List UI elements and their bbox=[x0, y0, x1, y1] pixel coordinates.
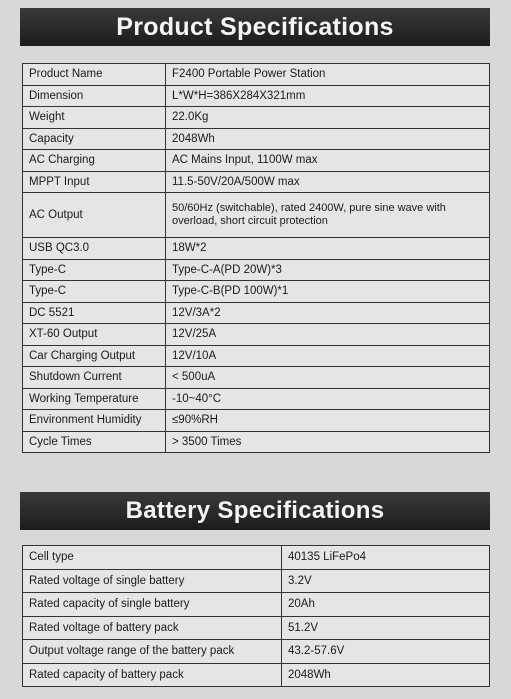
spec-value: 22.0Kg bbox=[166, 107, 490, 129]
spec-value: 12V/3A*2 bbox=[166, 302, 490, 324]
spec-value: ≤90%RH bbox=[166, 410, 490, 432]
spec-label: Dimension bbox=[23, 85, 166, 107]
table-row bbox=[23, 150, 490, 172]
spec-value: AC Mains Input, 1100W max bbox=[166, 150, 490, 172]
table-row bbox=[23, 593, 490, 617]
table-row bbox=[23, 302, 490, 324]
table-row bbox=[23, 546, 490, 570]
spec-label: Cycle Times bbox=[23, 431, 166, 453]
battery-specifications-table bbox=[22, 545, 490, 687]
spec-label: Rated capacity of battery pack bbox=[23, 663, 282, 687]
spec-label: Type-C bbox=[23, 259, 166, 281]
table-row bbox=[23, 324, 490, 346]
table-row bbox=[23, 171, 490, 193]
spec-label: Output voltage range of the battery pack bbox=[23, 640, 282, 664]
table-row bbox=[23, 616, 490, 640]
spec-label: Capacity bbox=[23, 128, 166, 150]
spec-value: 43.2-57.6V bbox=[282, 640, 490, 664]
spec-value: 40135 LiFePo4 bbox=[282, 546, 490, 570]
table-row bbox=[23, 64, 490, 86]
table-row bbox=[23, 367, 490, 389]
table-row bbox=[23, 238, 490, 260]
table-row bbox=[23, 107, 490, 129]
spec-label: Environment Humidity bbox=[23, 410, 166, 432]
spec-value: L*W*H=386X284X321mm bbox=[166, 85, 490, 107]
spec-label: DC 5521 bbox=[23, 302, 166, 324]
spec-value: 18W*2 bbox=[166, 238, 490, 260]
spec-value: < 500uA bbox=[166, 367, 490, 389]
spec-label: Product Name bbox=[23, 64, 166, 86]
spec-value: -10~40°C bbox=[166, 388, 490, 410]
table-row bbox=[23, 431, 490, 453]
spec-value: > 3500 Times bbox=[166, 431, 490, 453]
battery-specifications-heading: Battery Specifications bbox=[20, 492, 490, 530]
spec-value: 20Ah bbox=[282, 593, 490, 617]
table-row bbox=[23, 345, 490, 367]
spec-label: Weight bbox=[23, 107, 166, 129]
spec-value: 3.2V bbox=[282, 569, 490, 593]
spec-value: 2048Wh bbox=[166, 128, 490, 150]
spec-label: Working Temperature bbox=[23, 388, 166, 410]
table-row bbox=[23, 128, 490, 150]
table-row bbox=[23, 85, 490, 107]
spec-label: XT-60 Output bbox=[23, 324, 166, 346]
spec-value: 2048Wh bbox=[282, 663, 490, 687]
table-row bbox=[23, 193, 490, 238]
spec-value: Type-C-B(PD 100W)*1 bbox=[166, 281, 490, 303]
product-specifications-table bbox=[22, 63, 490, 453]
spec-value: 50/60Hz (switchable), rated 2400W, pure sine wave with overload, short circuit protection bbox=[166, 193, 490, 238]
spec-label: MPPT Input bbox=[23, 171, 166, 193]
spec-label: Shutdown Current bbox=[23, 367, 166, 389]
table-row bbox=[23, 281, 490, 303]
spec-label: USB QC3.0 bbox=[23, 238, 166, 260]
spec-value: 12V/25A bbox=[166, 324, 490, 346]
spec-label: AC Charging bbox=[23, 150, 166, 172]
table-row bbox=[23, 388, 490, 410]
table-row bbox=[23, 569, 490, 593]
spec-label: Type-C bbox=[23, 281, 166, 303]
spec-label: Cell type bbox=[23, 546, 282, 570]
table-row bbox=[23, 640, 490, 664]
table-row bbox=[23, 410, 490, 432]
spec-label: Rated capacity of single battery bbox=[23, 593, 282, 617]
table-row bbox=[23, 663, 490, 687]
spec-label: Rated voltage of battery pack bbox=[23, 616, 282, 640]
spec-label: Car Charging Output bbox=[23, 345, 166, 367]
spec-value: Type-C-A(PD 20W)*3 bbox=[166, 259, 490, 281]
spec-label: Rated voltage of single battery bbox=[23, 569, 282, 593]
table-row bbox=[23, 259, 490, 281]
product-specifications-heading: Product Specifications bbox=[20, 8, 490, 46]
spec-value: F2400 Portable Power Station bbox=[166, 64, 490, 86]
spec-value: 12V/10A bbox=[166, 345, 490, 367]
spec-label: AC Output bbox=[23, 193, 166, 238]
spec-value: 11.5-50V/20A/500W max bbox=[166, 171, 490, 193]
spec-value: 51.2V bbox=[282, 616, 490, 640]
